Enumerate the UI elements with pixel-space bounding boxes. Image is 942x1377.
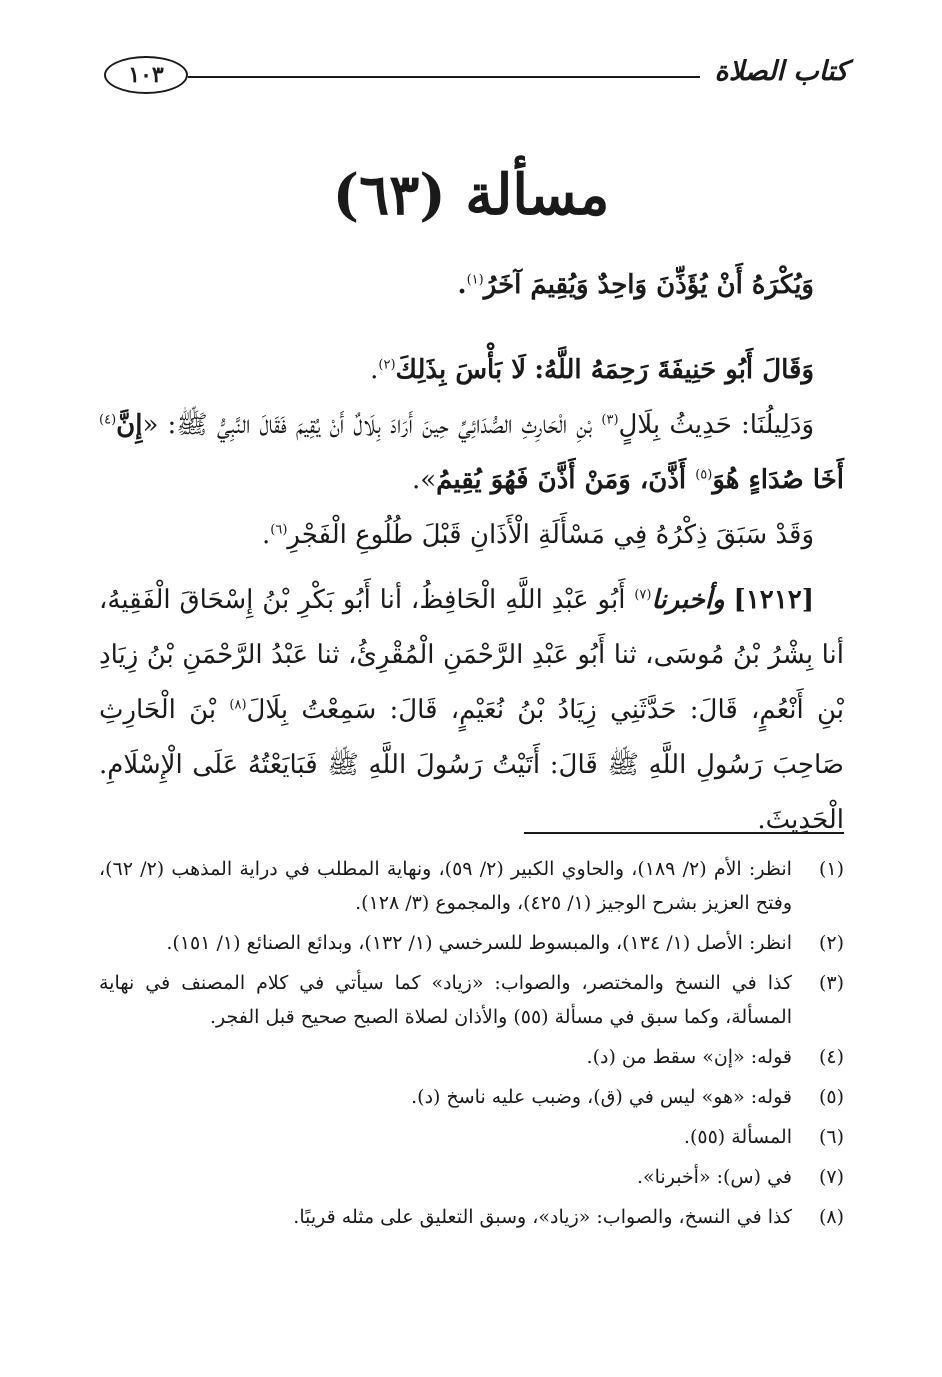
- footnote-number: (١): [818, 858, 844, 880]
- previous-mention-end: .: [262, 520, 271, 550]
- footnote-number: (٦): [818, 1126, 844, 1148]
- evidence-part-1: وَدَلِيلُنَا: حَدِيثُ بِلَالٍ: [618, 410, 815, 440]
- footnote: [99, 852, 844, 920]
- footnote-ref-5[interactable]: (٥): [695, 467, 713, 483]
- hadith-chain: أَبُو عَبْدِ اللَّهِ الْحَافِظُ، أنا أَبُو بَكْرِ بْنُ إِسْحَاقَ الْفَقِيهُ، أنا بِشْرُ بْنُ مُوسَى، ثنا أَبُو عَبْدِ الرَّحْمَنِ الْمُقْرِئُ، ثنا عَبْدُ الرَّحْمَنِ بْنُ زِيَادِ بْنِ أَنْعُمٍ، قَالَ: حَدَّثَنِي زِيَادُ بْنُ نُعَيْمٍ، قَالَ: سَمِعْتُ بِلَالَ: [99, 585, 844, 725]
- prophetic-quote-c: أَذَّنَ، وَمَنْ أَذَّنَ فَهُوَ يُقِيمُ: [436, 465, 696, 495]
- footnote-ref-4[interactable]: (٤): [99, 412, 117, 428]
- page-number: ١٠٣: [104, 56, 188, 94]
- issue-statement-text: وَيُكْرَهُ أَنْ يُؤَذِّنَ وَاحِدٌ وَيُقِيمَ آخَرُ: [483, 270, 814, 300]
- prophetic-quote-b: أَخَا صُدَاءٍ هُوَ: [712, 465, 844, 495]
- footnote-ref-8[interactable]: (٨): [229, 697, 247, 713]
- footnote-number: (٣): [818, 972, 844, 994]
- abu-hanifa-opinion: [99, 343, 844, 398]
- page-header: [104, 52, 848, 108]
- footnote: [99, 1120, 844, 1154]
- hadith-1212: [99, 573, 844, 848]
- prophetic-quote-a: إِنَّ: [116, 410, 143, 440]
- footnote-text: انظر: الأصل (١/ ١٣٤)، والمبسوط للسرخسي (١/ ١٣٢)، وبدائع الصنائع (١/ ١٥١).: [166, 932, 792, 954]
- footnotes-list: [99, 852, 844, 1240]
- abu-hanifa-ruling: لَا بَأْسَ بِذَلِكَ: [395, 355, 527, 385]
- footnote: [99, 1200, 844, 1234]
- abu-hanifa-end: .: [370, 355, 379, 385]
- footnote: [99, 1160, 844, 1194]
- narration-keyword: وأخبرنا: [651, 585, 725, 615]
- main-text: [99, 258, 844, 848]
- footnote-text: انظر: الأم (٢/ ١٨٩)، والحاوي الكبير (٢/ ٥٩)، ونهاية المطلب في دراية المذهب (٢/ ٦٢)، وفتح العزيز بشرح الوجيز (١/ ٤٢٥)، والمجموع (٣/ ١٢٨).: [99, 858, 792, 914]
- issue-statement-end: .: [457, 270, 467, 300]
- footnote-ref-2[interactable]: (٢): [378, 357, 396, 373]
- evidence-end: ».: [411, 465, 437, 495]
- footnote-ref-1[interactable]: (١): [466, 272, 484, 288]
- previous-mention: [99, 508, 844, 563]
- hadith-number: [١٢١٢]: [733, 585, 815, 615]
- footnote-separator: [524, 832, 844, 834]
- footnote-number: (٤): [818, 1046, 844, 1068]
- header-rule: [188, 76, 700, 78]
- evidence-paragraph: [99, 398, 844, 508]
- footnote-number: (٧): [818, 1166, 844, 1188]
- footnote-number: (٢): [818, 932, 844, 954]
- footnote-text: المسألة (٥٥).: [683, 1126, 792, 1148]
- footnote: [99, 926, 844, 960]
- footnote-text: كذا في النسخ والمختصر، والصواب: «زياد» كما سيأتي في كلام المصنف في نهاية المسألة، وكما سبق في مسألة (٥٥) والأذان لصلاة الصبح صحيح قبل الفجر.: [99, 972, 792, 1028]
- footnote: [99, 966, 844, 1034]
- previous-mention-text: وَقَدْ سَبَقَ ذِكْرُهُ فِي مَسْأَلَةِ الْأَذَانِ قَبْلَ طُلُوعِ الْفَجْرِ: [287, 520, 814, 550]
- footnote-text: كذا في النسخ، والصواب: «زياد»، وسبق التعليق على مثله قريبًا.: [293, 1206, 792, 1228]
- abu-hanifa-intro: وَقَالَ أَبُو حَنِيفَةَ رَحِمَهُ اللَّهُ:: [534, 355, 814, 385]
- issue-statement: [99, 258, 844, 313]
- evidence-part-2: بْنِ الْحَارِثِ الصُّدَائِيِّ حِينَ أَرَادَ بِلَالٌ أَنْ يُقِيمَ فَقَالَ النَّبِيُّ ﷺ: «: [142, 410, 602, 440]
- footnote-ref-3[interactable]: (٣): [601, 412, 619, 428]
- footnote-text: قوله: «إن» سقط من (د).: [586, 1046, 792, 1068]
- footnote-text: قوله: «هو» ليس في (ق)، وضبب عليه ناسخ (د).: [411, 1086, 792, 1108]
- footnote: [99, 1080, 844, 1114]
- issue-title: مسألة (٦٣): [332, 162, 610, 228]
- hadith-text: بْنَ الْحَارِثِ صَاحِبَ رَسُولِ اللَّهِ ﷺ قَالَ: أَتَيْتُ رَسُولَ اللَّهِ ﷺ فَبَايَعْتُهُ عَلَى الْإِسْلَامِ. الْحَدِيثَ.: [99, 695, 844, 835]
- footnote-ref-7[interactable]: (٧): [634, 587, 652, 603]
- footnote-number: (٨): [818, 1206, 844, 1228]
- footnote-number: (٥): [818, 1086, 844, 1108]
- footnote: [99, 1040, 844, 1074]
- footnote-ref-6[interactable]: (٦): [270, 522, 288, 538]
- running-title: كتاب الصلاة: [714, 56, 848, 87]
- footnote-text: في (س): «أخبرنا».: [636, 1166, 792, 1188]
